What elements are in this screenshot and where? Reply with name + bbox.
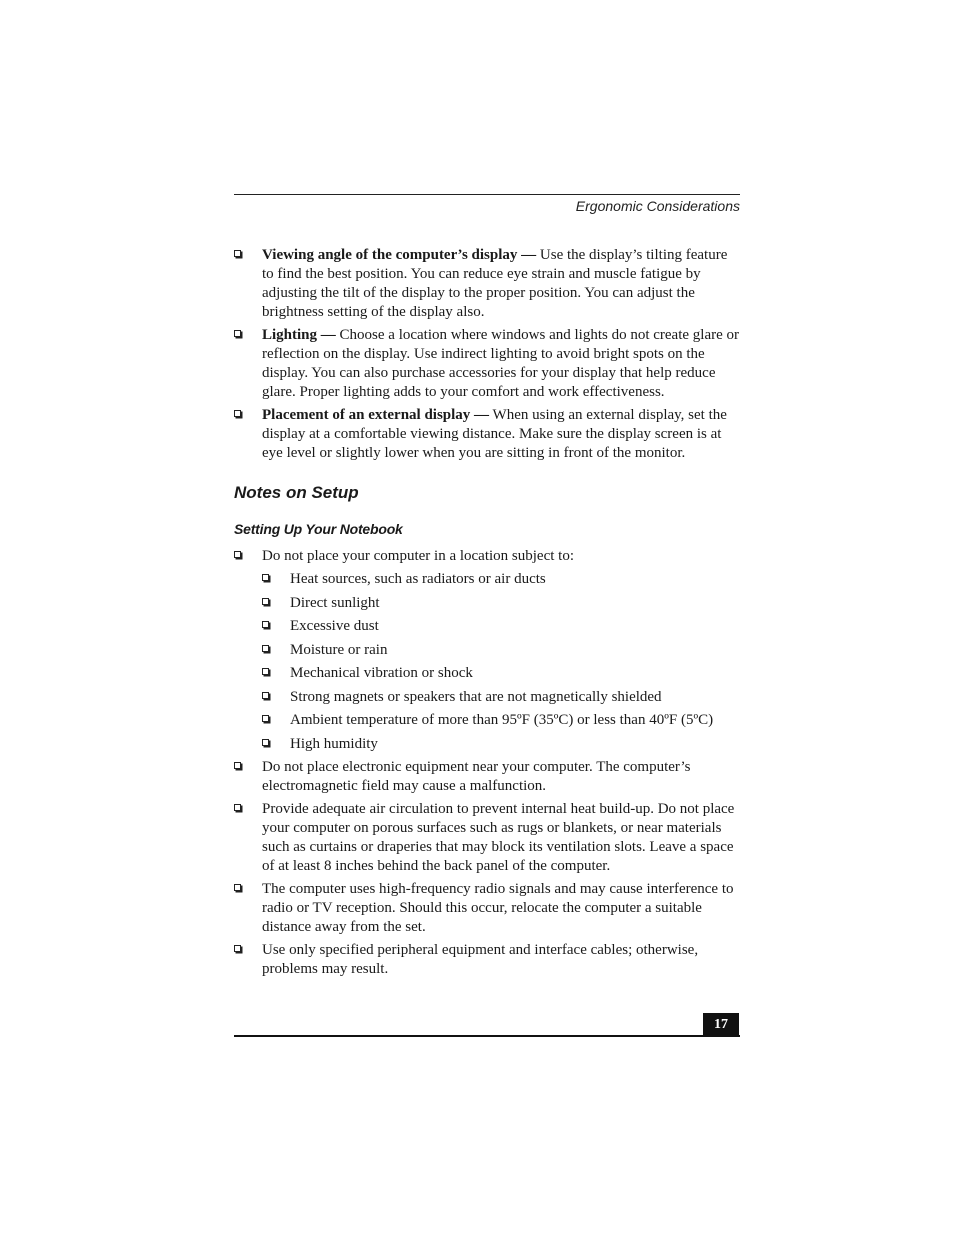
list-item: [234, 880, 740, 937]
list-item: [234, 326, 740, 402]
list-item: [234, 547, 740, 566]
checkbox-bullet-icon: [234, 762, 241, 769]
list-item: [234, 406, 740, 463]
item-text: The computer uses high-frequency radio signals and may cause interference to radio or TV reception. Should this occur, relocate the computer a suitable distance away from the set.: [262, 881, 734, 935]
sub-list-item: [234, 641, 740, 660]
checkbox-bullet-icon: [234, 250, 241, 257]
sub-list-item: [234, 711, 740, 730]
item-text: Use only specified peripheral equipment and interface cables; otherwise, problems may result.: [262, 942, 699, 977]
checkbox-bullet-icon: [262, 739, 269, 746]
item-text: Do not place electronic equipment near your computer. The computer’s electromagnetic field may cause a malfunction.: [262, 759, 691, 794]
section-title: Notes on Setup: [234, 483, 359, 502]
checkbox-bullet-icon: [234, 551, 241, 558]
item-text: Mechanical vibration or shock: [290, 665, 473, 681]
checkbox-bullet-icon: [262, 668, 269, 675]
checkbox-bullet-icon: [262, 621, 269, 628]
item-text: Use the display’s tilting feature to find the best position. You can reduce eye strain and muscle fatigue by adjusting the tilt of the display to the proper position. You can adjust the brightness setting of the display also.: [262, 247, 728, 320]
checkbox-bullet-icon: [262, 645, 269, 652]
sub-list-item: [234, 664, 740, 683]
page-number: 17: [703, 1013, 739, 1037]
item-text: Strong magnets or speakers that are not magnetically shielded: [290, 688, 662, 705]
checkbox-bullet-icon: [262, 715, 269, 722]
item-text: Do not place your computer in a location subject to:: [262, 548, 574, 564]
item-term: Placement of an external display —: [262, 407, 490, 423]
checkbox-bullet-icon: [234, 410, 241, 417]
checkbox-bullet-icon: [262, 574, 269, 581]
item-text: Excessive dust: [290, 618, 379, 634]
checkbox-bullet-icon: [234, 804, 241, 811]
running-head: Ergonomic Considerations: [575, 198, 740, 214]
sub-list-item: [234, 594, 740, 613]
list-item: [234, 246, 740, 322]
item-term: Viewing angle of the computer’s display —: [262, 247, 537, 263]
item-term: Lighting —: [262, 327, 336, 343]
item-text: Direct sunlight: [290, 594, 380, 611]
list-item: [234, 800, 740, 876]
page-body: [234, 246, 740, 979]
section-subtitle: Setting Up Your Notebook: [234, 521, 403, 537]
item-text: Heat sources, such as radiators or air ducts: [290, 571, 546, 587]
sub-list-item: [234, 735, 740, 754]
list-item: [234, 941, 740, 979]
footer-rule: [234, 1035, 740, 1037]
item-text: Ambient temperature of more than 95ºF (35ºC) or less than 40ºF (5ºC): [290, 712, 714, 728]
item-text: High humidity: [290, 735, 378, 752]
checkbox-bullet-icon: [262, 598, 269, 605]
sub-list-item: [234, 617, 740, 636]
item-text: When using an external display, set the display at a comfortable viewing distance. Make sure the display screen is at eye level or slightly lower when you are sitting in front of the monitor.: [262, 407, 727, 461]
checkbox-bullet-icon: [262, 692, 269, 699]
header-rule: [234, 194, 740, 195]
sub-list-item: [234, 570, 740, 589]
list-item: [234, 758, 740, 796]
sub-list-item: [234, 688, 740, 707]
checkbox-bullet-icon: [234, 884, 241, 891]
checkbox-bullet-icon: [234, 945, 241, 952]
item-text: Choose a location where windows and lights do not create glare or reflection on the display. Use indirect lighting to avoid bright spots on the display. You can also purchase accessories for your display that help reduce glare. Proper lighting adds to your comfort and work effectiveness.: [262, 327, 740, 400]
item-text: Provide adequate air circulation to prevent internal heat build-up. Do not place your computer on porous surfaces such as rugs or blankets, or near materials such as curtains or draperies that may block its ventilation slots. Leave a space of at least 8 inches behind the back panel of the computer.: [262, 801, 735, 874]
item-text: Moisture or rain: [290, 641, 388, 658]
checkbox-bullet-icon: [234, 330, 241, 337]
